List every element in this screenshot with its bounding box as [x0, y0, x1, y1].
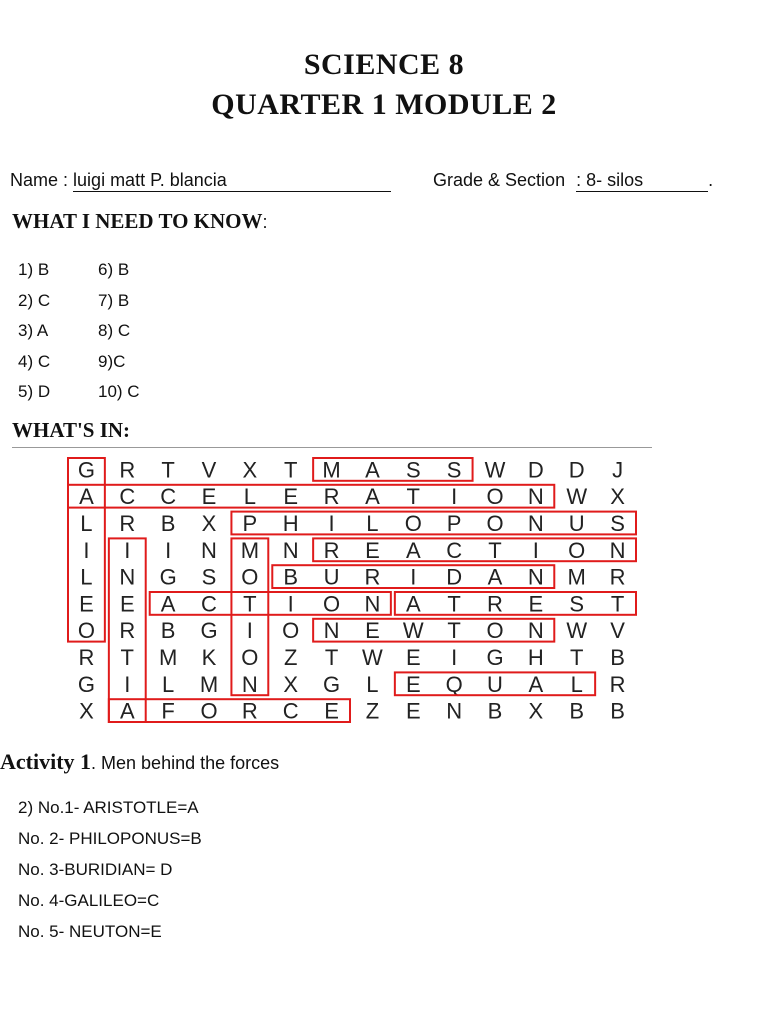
grid-letter: T — [161, 457, 175, 483]
grid-letter: T — [447, 591, 461, 617]
grid-letter: C — [446, 537, 463, 563]
grid-letter: R — [119, 618, 136, 644]
grid-letter: I — [124, 671, 131, 697]
grid-letter: R — [323, 537, 340, 563]
grid-letter: K — [201, 645, 217, 670]
heading-text: WHAT I NEED TO KNOW — [12, 209, 263, 233]
grid-letter: U — [568, 511, 585, 536]
grade-value: : 8- silos — [576, 170, 644, 190]
grid-letter: S — [201, 564, 217, 590]
grid-letter: L — [570, 671, 583, 697]
activity-item: No. 5- NEUTON=E — [18, 922, 162, 941]
grid-letter: A — [119, 698, 135, 724]
grid-letter: M — [158, 645, 178, 670]
grid-letter: S — [610, 511, 625, 536]
grid-letter: G — [200, 618, 218, 644]
found-word-box — [68, 485, 554, 508]
grid-letter: A — [79, 484, 94, 510]
grid-letter: E — [201, 484, 217, 510]
grid-letter: N — [446, 698, 463, 724]
grid-letter: X — [283, 671, 299, 697]
grid-letter: X — [242, 457, 258, 483]
grid-letter: O — [404, 511, 422, 536]
grid-letter: R — [323, 484, 340, 510]
grid-letter: H — [282, 511, 299, 536]
grid-letter: P — [242, 511, 258, 536]
grid-letter: X — [79, 698, 94, 724]
grid-letter: R — [241, 698, 258, 724]
section-heading-need-to-know — [12, 209, 268, 234]
grid-letter: W — [362, 645, 383, 670]
grid-letter: D — [446, 564, 463, 590]
grid-letter: O — [323, 591, 341, 617]
grid-letter: E — [365, 537, 380, 563]
grid-letter: N — [609, 537, 626, 563]
grid-letter: R — [609, 671, 626, 697]
grid-letter: W — [566, 484, 588, 510]
grade-line — [433, 170, 713, 192]
name-field — [73, 170, 391, 192]
section-heading-whats-in: WHAT'S IN: — [12, 418, 131, 442]
grid-letter: O — [241, 645, 259, 670]
grid-letter: I — [410, 564, 417, 590]
grid-letter: A — [487, 564, 503, 590]
grid-letter: N — [364, 591, 381, 617]
grid-letter: B — [160, 511, 176, 536]
grid-letter: D — [568, 457, 585, 483]
activity-item: No. 4-GALILEO=C — [18, 891, 160, 910]
grid-letter: J — [612, 457, 624, 483]
grid-letter: O — [200, 698, 218, 724]
grid-letter: R — [364, 564, 381, 590]
grid-letter: H — [527, 645, 544, 670]
grid-letter: A — [365, 484, 380, 510]
found-word-box — [313, 538, 636, 561]
grid-letter: N — [527, 564, 544, 590]
grid-letter: B — [610, 645, 625, 670]
activity-title: . Men behind the forces — [91, 753, 280, 773]
grid-letter: T — [243, 591, 257, 617]
grid-letter: I — [451, 645, 458, 670]
grid-letter: S — [569, 591, 585, 617]
answer-item: 5) D — [18, 382, 51, 401]
grid-letter: B — [283, 564, 299, 590]
grid-letter: E — [365, 618, 380, 644]
grid-letter: T — [120, 645, 135, 670]
answer-item: 4) C — [18, 351, 51, 371]
grid-letter: I — [246, 618, 253, 644]
grid-letter: O — [568, 537, 586, 563]
word-search-grid — [66, 456, 638, 724]
answer-row — [18, 347, 140, 378]
grid-letter: N — [119, 564, 136, 590]
grid-letter: R — [78, 645, 95, 670]
grid-letter: L — [162, 671, 175, 697]
grid-letter: I — [532, 537, 539, 563]
name-line — [10, 170, 391, 192]
grid-letter: R — [119, 511, 136, 536]
grid-letter: X — [610, 484, 625, 510]
grid-letter: R — [487, 591, 503, 617]
page-title: SCIENCE 8 — [303, 48, 465, 81]
activity-item: 2) No.1- ARISTOTLE=A — [18, 798, 199, 817]
grid-letter: F — [161, 698, 175, 724]
grid-letter: B — [610, 698, 625, 724]
grid-letter: E — [283, 484, 299, 510]
grid-letter: N — [323, 618, 340, 644]
found-word-box — [313, 619, 554, 642]
grid-letter: O — [77, 618, 95, 644]
grid-letter: N — [201, 537, 217, 563]
grid-letter: I — [287, 591, 294, 617]
answer-list — [18, 255, 140, 408]
grade-field — [576, 170, 708, 192]
grid-letter: O — [486, 618, 504, 644]
answer-item: 2) C — [18, 290, 51, 310]
grid-letter: A — [405, 591, 421, 617]
grid-letter: S — [405, 457, 421, 483]
answer-item: 9)C — [98, 351, 126, 371]
name-label: Name : — [10, 170, 69, 190]
grid-letter: T — [324, 645, 339, 670]
answer-item: 7) B — [98, 290, 130, 310]
answer-item: 3) A — [18, 321, 49, 340]
activity-answer-list — [18, 792, 202, 947]
grid-letter: G — [486, 645, 504, 670]
grid-letter: N — [527, 511, 544, 536]
grid-letter: T — [283, 457, 298, 483]
grid-letter: G — [159, 564, 177, 590]
grid-letter: T — [610, 591, 625, 617]
grid-letter: V — [201, 457, 217, 483]
grid-letter: M — [322, 457, 341, 483]
grid-letter: T — [488, 537, 502, 563]
grid-letter: B — [160, 618, 176, 644]
grid-letter: L — [243, 484, 256, 510]
grid-letter: O — [241, 564, 259, 590]
answer-row — [18, 286, 140, 317]
grid-letter: S — [446, 457, 462, 483]
grid-letter: A — [365, 457, 380, 483]
grid-letter: N — [527, 484, 544, 510]
word-search-svg — [66, 456, 638, 724]
grid-letter: V — [610, 618, 625, 644]
grade-label: Grade & Section — [433, 170, 566, 190]
grid-letter: B — [487, 698, 503, 724]
grid-letter: L — [366, 671, 379, 697]
answer-row — [18, 377, 140, 408]
grid-letter: G — [77, 457, 95, 483]
answer-row — [18, 316, 140, 347]
grid-letter: P — [446, 511, 462, 536]
grid-letter: A — [160, 591, 176, 617]
grid-letter: I — [451, 484, 458, 510]
grid-letter: W — [484, 457, 506, 483]
grid-letter: B — [569, 698, 585, 724]
grid-letter: E — [405, 698, 421, 724]
grid-letter: W — [566, 618, 588, 644]
grid-letter: U — [323, 564, 340, 590]
grid-letter: T — [569, 645, 584, 670]
divider — [12, 447, 652, 448]
grid-letter: L — [80, 511, 93, 536]
grid-letter: T — [447, 618, 461, 644]
page-subtitle: QUARTER 1 MODULE 2 — [211, 88, 557, 121]
grid-letter: G — [77, 671, 95, 697]
grid-letter: I — [328, 511, 335, 536]
grid-letter: N — [527, 618, 544, 644]
grid-letter: W — [402, 618, 424, 644]
answer-item: 1) B — [18, 260, 50, 279]
grid-letter: C — [119, 484, 136, 510]
grid-letter: I — [165, 537, 172, 563]
grid-letter: G — [323, 671, 341, 697]
found-word-box — [150, 592, 391, 615]
grid-letter: I — [83, 537, 90, 563]
grid-letter: Z — [283, 645, 298, 670]
activity-label: Activity 1 — [0, 749, 92, 774]
answer-row — [18, 255, 140, 286]
answer-item: 8) C — [98, 321, 131, 340]
activity-item: No. 3-BURIDIAN= D — [18, 860, 173, 879]
grid-letter: O — [486, 484, 504, 510]
grid-letter: E — [119, 591, 135, 617]
grid-letter: R — [119, 457, 136, 483]
name-value: luigi matt P. blancia — [73, 170, 227, 190]
grid-letter: N — [241, 671, 258, 697]
answer-item: 10) C — [98, 382, 140, 401]
grid-letter: A — [528, 671, 544, 697]
grid-letter: D — [527, 457, 544, 483]
grid-letter: C — [201, 591, 217, 617]
grid-letter: X — [201, 511, 217, 536]
grid-letter: A — [405, 537, 421, 563]
grid-letter: Z — [365, 698, 380, 724]
grid-letter: O — [486, 511, 504, 536]
grid-letter: C — [282, 698, 299, 724]
grid-letter: E — [405, 645, 421, 670]
grid-letter: M — [240, 537, 260, 563]
answer-item: 6) B — [98, 260, 130, 279]
grid-letter: C — [160, 484, 177, 510]
grid-letter: R — [609, 564, 626, 590]
grid-letter: U — [487, 671, 503, 697]
grid-letter: M — [567, 564, 586, 590]
grid-letter: I — [124, 537, 131, 563]
grade-suffix: . — [708, 170, 714, 190]
grid-letter: Q — [445, 671, 463, 697]
activity-item: No. 2- PHILOPONUS=B — [18, 829, 202, 848]
grid-letter: E — [79, 591, 94, 617]
grid-letter: M — [199, 671, 219, 697]
grid-letter: E — [405, 671, 421, 697]
grid-letter: E — [528, 591, 544, 617]
grid-letter: L — [80, 564, 93, 590]
grid-letter: N — [282, 537, 299, 563]
grid-letter: L — [366, 511, 379, 536]
heading-colon: : — [262, 212, 268, 232]
found-word-box — [395, 592, 636, 615]
grid-letter: E — [324, 698, 339, 724]
grid-letter: T — [406, 484, 421, 510]
activity-heading — [0, 749, 279, 775]
grid-letter: X — [528, 698, 544, 724]
grid-letter: O — [282, 618, 300, 644]
